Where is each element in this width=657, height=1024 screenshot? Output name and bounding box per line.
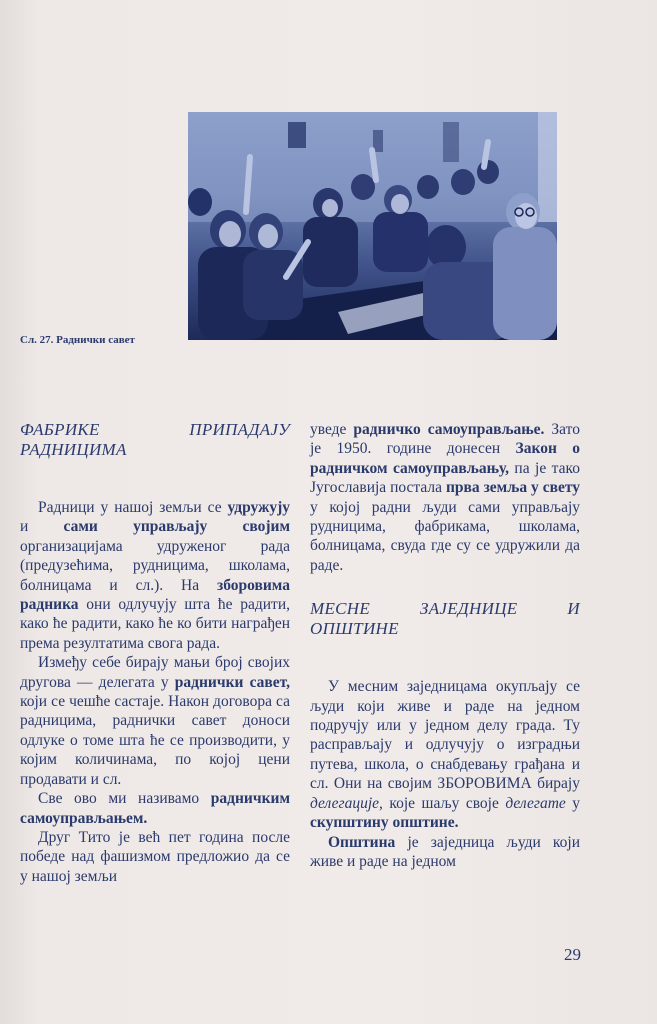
paragraph-tito: Друг Тито је већ пет година после победе над фашизмом предложио да се у нашој земљи (20, 828, 290, 885)
right-column (310, 420, 580, 871)
page-number: 29 (564, 945, 581, 964)
paragraph-workers-council: Између себе бирају мањи број својих другова — делегата у раднички савет, који се чешће састаје. Након договора са радницима, раднички савет доноси одлуке о томе шта ће се производити, у којим количинама, по којој цени продавати и сл. (20, 654, 290, 788)
photo-illustration (188, 112, 557, 340)
paragraph-local-communities: У месним заједницама окупљају се људи који живе и раде на једном подручју или у једном делу града. Ту расправљају и одлучују о изградњи путева, школа, о снабдевању грађана и сл. Они на својим ЗБОРОВИМА бирају делегације, које шаљу своје делегате у скупштину општине. (310, 678, 581, 832)
figure-caption: Сл. 27. Раднички савет (20, 334, 135, 346)
left-column (20, 420, 290, 886)
paragraph-self-management: Све ово ми називамо радничким самоуправљањем. (20, 790, 290, 827)
section-heading-communities: МЕСНЕ ЗАЈЕДНИЦЕ И ОПШТИНЕ (310, 599, 580, 639)
section-heading-factories: ФАБРИКЕ ПРИПАДАЈУ РАДНИЦИМА (20, 420, 290, 459)
paragraph-workers-unite: Радници у нашој земљи се удружују и сами управљају својим организацијама удруженог рада (предузећима, рудницима, школама, болницама и сл.). На зборовима радника они одлучују шта ће радити, како ће радити, како ће ко бити награђен према резултатима свога рада. (20, 499, 291, 652)
workers-council-photo (188, 112, 557, 340)
paragraph-municipality: Општина је заједница људи који живе и раде на једном (310, 833, 580, 870)
paragraph-law-1950: уведе радничко самоуправљање. Зато је 1950. године донесен Закон о радничком самоуправљању, па је тако Југославија постала прва земља у свету у којој радни људи сами управљају рудницима, фабрикама, школама, болницама, свуда где су се удружили да раде. (310, 421, 580, 574)
